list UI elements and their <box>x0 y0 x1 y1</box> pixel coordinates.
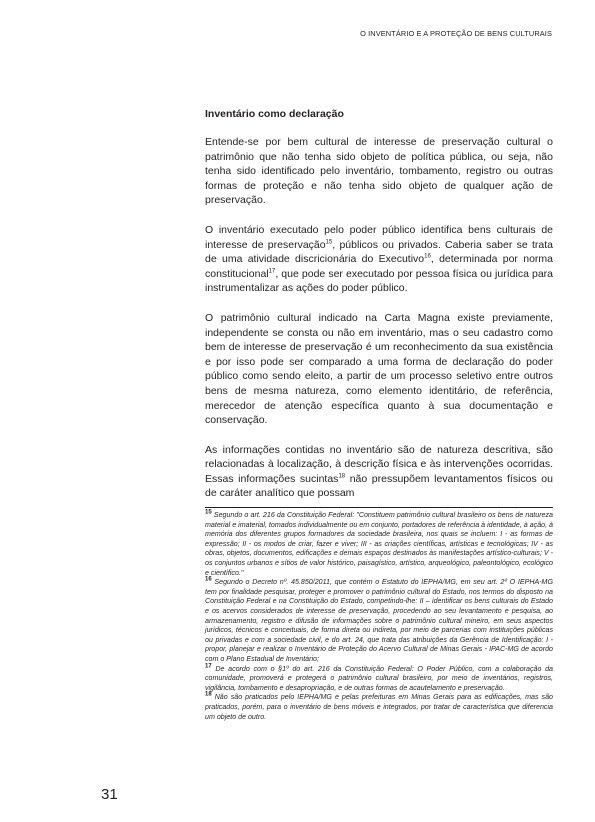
paragraph-4-text-b: não pressupõem levantamentos físicos ou de caráter analítico que possam <box>205 472 553 500</box>
footnote-ref-15[interactable]: 15 <box>325 239 333 246</box>
main-content <box>205 107 553 722</box>
footnote-ref-16[interactable]: 16 <box>424 253 431 260</box>
paragraph-4 <box>205 443 553 501</box>
footnote-text: Não são praticados pelo IEPHA/MG e pelas prefeituras em Minas Gerais para as edificações, mas são praticados, porém, para o inventário de bens móveis e integrados, por tratar de característica que diferencia um objeto de outro. <box>205 693 553 721</box>
section-title: Inventário como declaração <box>205 108 344 120</box>
footnotes <box>205 511 553 722</box>
running-head: O INVENTÁRIO E A PROTEÇÃO DE BENS CULTURAIS <box>360 29 552 38</box>
footnote-number: 16 <box>205 576 212 583</box>
footnote-text: De acordo com o §1º do art. 216 da Constituição Federal: O Poder Público, com a colaboração da comunidade, promoverá e protegerá o patrimônio cultural brasileiro, por meio de inventários, registros, vigilância, tombamento e desapropriação, e de outras formas de acautelamento e preservação. <box>205 664 553 692</box>
footnote-text: Segundo o Decreto nº. 45.850/2011, que contém o Estatuto do IEPHA/MG, em seu art. 2º O IEPHA-MG tem por finalidade pesquisar, proteger e promover o patrimônio cultural do Estado, nos termos do disposto na Constituição Federal e na Constituição do Estado, competindo-lhe: II – identificar os bens culturais do Estado e os acervos considerados de interesse de preservação, procedendo ao seu levantamento e pesquisa, ao armazenamento, registro e difusão de informações sobre o patrimônio cultural mineiro, em seus aspectos jurídicos, técnicos e conceituais, de forma direta ou indireta, por meio de parcerias com instituições públicas ou privadas e com a sociedade civil, e do art. 24, que trata das atribuições da Gerência de Identificação: I - propor, planejar e realizar o Inventário de Proteção do Acervo Cultural de Minas Gerais - IPAC-MG de acordo com o Plano Estadual de Inventário; <box>205 578 553 663</box>
paragraph-2-text-b: , públicos ou privados. Caberia saber se trata de uma atividade discricionária do Executivo <box>205 238 553 266</box>
page-number: 31 <box>101 786 118 803</box>
footnote-15 <box>205 511 553 578</box>
footnote-text: Segundo o art. 216 da Constituição Federal: "Constituem patrimônio cultural brasileiro os bens de natureza material e imaterial, tomados individualmente ou em conjunto, portadores de referência à identidade, à ação, à memória dos diferentes grupos formadores da sociedade brasileira, nos quais se incluem: I - as formas de expressão; II - os modos de criar, fazer e viver; III - as criações científicas, artísticas e tecnológicas; IV - as obras, objetos, documentos, edificações e demais espaços destinados às manifestações artístico-culturais; V - os conjuntos urbanos e sítios de valor histórico, paisagístico, artístico, arqueológico, paleontológico, ecológico e científico." <box>205 511 553 577</box>
footnote-number: 15 <box>205 509 212 516</box>
footnote-number: 17 <box>205 663 212 670</box>
paragraph-3: O patrimônio cultural indicado na Carta Magna existe previamente, independente se consta ou não em inventário, mas o seu cadastro como bem de interesse de preservação é um reconhecimento da sua existência e por isso pode ser comparado a uma forma de declaração do poder público como sendo eleito, a partir de um processo seletivo entre outros bens de mesma natureza, como elemento identitário, de referência, merecedor de atenção específica quanto à sua documentação e conservação. <box>205 311 553 427</box>
footnote-number: 18 <box>205 691 212 698</box>
footnote-ref-18[interactable]: 18 <box>338 473 346 480</box>
footnote-ref-17[interactable]: 17 <box>268 268 276 275</box>
paragraph-2-text-d: , que pode ser executado por pessoa física ou jurídica para instrumentalizar as ações do poder público. <box>205 267 553 295</box>
paragraph-2-text-a: O inventário executado pelo poder público identifica bens culturais de interesse de preservação <box>205 223 553 251</box>
footnote-divider <box>205 507 553 508</box>
footnote-18 <box>205 693 553 722</box>
footnote-17 <box>205 665 553 694</box>
footnote-16 <box>205 578 553 664</box>
paragraph-2-text-c: , determinada por norma constitucional <box>205 253 553 280</box>
paragraph-1: Entende-se por bem cultural de interesse de preservação cultural o patrimônio que não tenha sido objeto de política pública, ou seja, não tenha sido identificado pelo inventário, tombamento, registro ou outras formas de proteção e não tenha sido objeto de qualquer ação de preservação. <box>205 136 553 207</box>
paragraph-4-text-a: As informações contidas no inventário são de natureza descritiva, são relacionadas à localização, à descrição física e às intervenções ocorridas. Essas informações sucintas <box>205 443 553 485</box>
paragraph-2 <box>205 223 553 296</box>
